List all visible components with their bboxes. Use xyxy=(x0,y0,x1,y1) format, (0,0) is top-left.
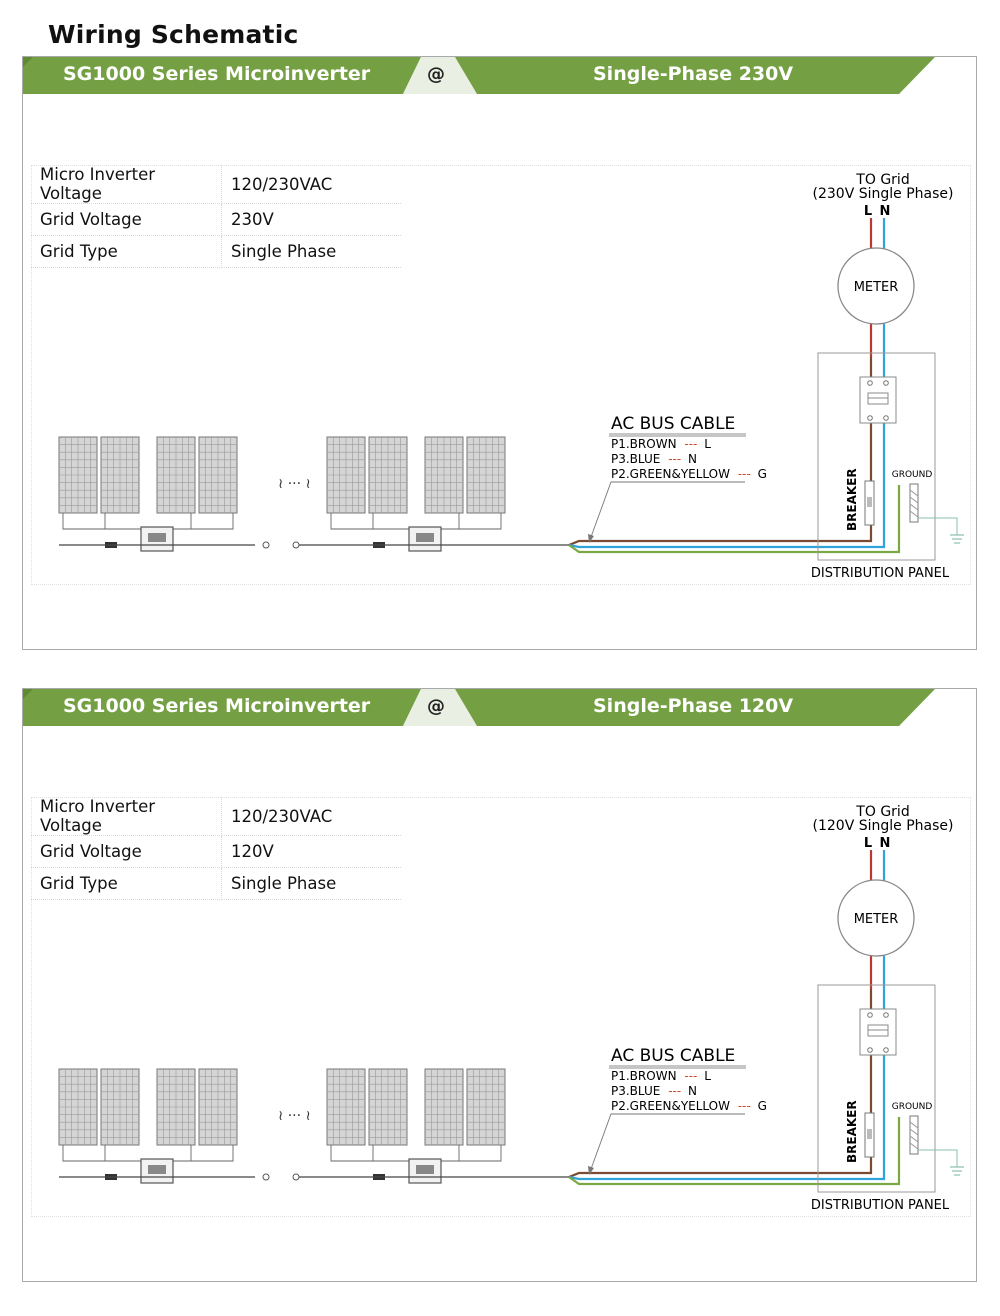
ac-bus-p1-dash: --- xyxy=(684,437,698,451)
ground-label: GROUND xyxy=(891,1102,933,1112)
array-ellipsis: ≀ ··· ≀ xyxy=(278,1108,311,1124)
spec-value: 120V xyxy=(222,836,402,868)
ac-bus-p1 xyxy=(611,1069,711,1083)
ac-bus-p3-dash: --- xyxy=(668,1084,682,1098)
ac-bus-p2-dash: --- xyxy=(737,467,751,481)
spec-label: Micro Inverter Voltage xyxy=(31,797,222,836)
ac-bus-title: AC BUS CABLE xyxy=(611,1046,736,1066)
banner-phase-label: Single-Phase 230V xyxy=(593,63,794,85)
ac-bus-p1-dash: --- xyxy=(684,1069,698,1083)
ground-label: GROUND xyxy=(891,470,933,480)
banner-at-symbol: @ xyxy=(427,64,445,85)
ac-bus-p1-name: P1.BROWN xyxy=(611,437,677,451)
ac-bus-p2-name: P2.GREEN&YELLOW xyxy=(611,467,730,481)
ac-bus-p1-name: P1.BROWN xyxy=(611,1069,677,1083)
grid-label-line2: (230V Single Phase) xyxy=(812,186,954,202)
banner-product-label: SG1000 Series Microinverter xyxy=(63,695,371,717)
solar-arrays xyxy=(59,1069,505,1183)
spec-label: Grid Voltage xyxy=(31,204,222,236)
spec-value: Single Phase xyxy=(222,236,402,268)
main-breaker xyxy=(860,1009,896,1055)
spec-label: Micro Inverter Voltage xyxy=(31,165,222,204)
ac-bus-p3-to: N xyxy=(688,1084,698,1098)
array-ellipsis: ≀ ··· ≀ xyxy=(278,476,311,492)
spec-label: Grid Type xyxy=(31,868,222,900)
ac-bus-p3-name: P3.BLUE xyxy=(611,452,661,466)
ac-bus-title: AC BUS CABLE xyxy=(611,414,736,434)
spec-value: Single Phase xyxy=(222,868,402,900)
dc-trunk xyxy=(59,542,571,548)
ac-bus-p2-name: P2.GREEN&YELLOW xyxy=(611,1099,730,1113)
ac-bus-p3-to: N xyxy=(688,452,698,466)
spec-value: 120/230VAC xyxy=(222,797,402,836)
wiring-diagram xyxy=(23,57,978,651)
spec-value: 120/230VAC xyxy=(222,165,402,204)
ac-bus-p1-to: L xyxy=(704,437,711,451)
solar-arrays xyxy=(59,437,505,551)
wiring-panel-120v xyxy=(22,688,977,1282)
dc-trunk xyxy=(59,1174,571,1180)
distribution-panel-label: DISTRIBUTION PANEL xyxy=(810,1198,950,1213)
ac-bus-p3-dash: --- xyxy=(668,452,682,466)
grid-label-line1: TO Grid xyxy=(856,172,910,188)
spec-label: Grid Voltage xyxy=(31,836,222,868)
spec-label: Grid Type xyxy=(31,236,222,268)
spec-value: 230V xyxy=(222,204,402,236)
ac-bus-p2-dash: --- xyxy=(737,1099,751,1113)
ac-bus-p2 xyxy=(611,1099,767,1113)
grid-label-line2: (120V Single Phase) xyxy=(812,818,954,834)
banner-product-label: SG1000 Series Microinverter xyxy=(63,63,371,85)
ac-bus-p2-to: G xyxy=(757,1099,767,1113)
grid-l-label: L xyxy=(863,836,873,851)
ac-bus-p1 xyxy=(611,437,711,451)
ac-bus-p2 xyxy=(611,467,767,481)
wiring-diagram xyxy=(23,689,978,1283)
grid-n-label: N xyxy=(879,204,891,219)
ac-bus-p3 xyxy=(611,1084,697,1098)
breaker-label: BREAKER xyxy=(845,1100,859,1163)
grid-label-line1: TO Grid xyxy=(856,804,910,820)
ac-bus-p1-to: L xyxy=(704,1069,711,1083)
ac-bus-p3-name: P3.BLUE xyxy=(611,1084,661,1098)
meter-label: METER xyxy=(853,280,899,295)
ac-bus-p2-to: G xyxy=(757,467,767,481)
grid-n-label: N xyxy=(879,836,891,851)
wiring-panel-230v xyxy=(22,56,977,650)
breaker-label: BREAKER xyxy=(845,468,859,531)
ac-bus-p3 xyxy=(611,452,697,466)
distribution-panel-label: DISTRIBUTION PANEL xyxy=(810,566,950,581)
page-title: Wiring Schematic xyxy=(48,20,299,49)
main-breaker xyxy=(860,377,896,423)
banner-phase-label: Single-Phase 120V xyxy=(593,695,794,717)
grid-l-label: L xyxy=(863,204,873,219)
meter-label: METER xyxy=(853,912,899,927)
banner-at-symbol: @ xyxy=(427,696,445,717)
